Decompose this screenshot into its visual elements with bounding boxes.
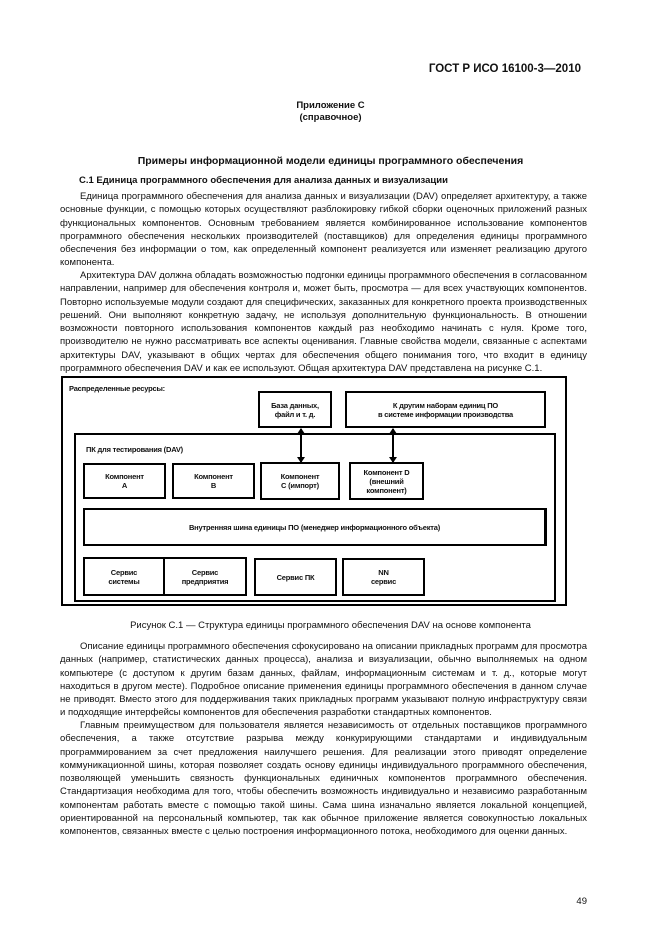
component-b-line1: Компонент (194, 472, 233, 481)
database-box (258, 391, 332, 428)
pc-service-box (254, 558, 337, 596)
internal-bus-label: Внутренняя шина единицы ПО (менеджер информационного объекта) (188, 522, 441, 532)
pc-service-line1: Сервис ПК (276, 572, 315, 582)
paragraph-2: Архитектура DAV должна обладать возможностью подгонки единицы программного обеспечения в согласованном направлении, например для обеспечения контроля и, может быть, просмотра — для всех участвующих компонентов. Повторно используемые модули создают для специфических, заказанных для конкретного проекта производственных решений. Они выполняют конкретную задачу, не используя дополнительную функциональность. В отношении возможности повторного использования компонентов каждый раз необходимо начинать с нуля. Кроме того, производителю не нужно рассматривать все аспекты оценивания. Главные свойства модели, связанные с аспектами архитектуры DAV, указывают в общих чертах для обеспечения общего понимания того, что входит в единицу программного обеспечения DAV и как ее используют. Общая архитектура DAV представлена на рисунке С.1. (60, 270, 587, 375)
component-d-line2: (внешний (369, 476, 404, 486)
other-sets-line2: в системе информации производства (377, 409, 513, 419)
appendix-title: Приложение С (296, 100, 365, 111)
test-pc-label: ПК для тестирования (DAV) (86, 445, 183, 454)
component-a-line2: A (121, 481, 128, 490)
component-d-line3: компонент) (366, 485, 407, 495)
database-line2: файл и т. д. (274, 409, 316, 419)
nn-service-box (342, 558, 425, 596)
paragraph-4: Главным преимуществом для пользователя является независимость от отдельных поставщиков программного обеспечения, а также отсутствие разрыва между конкурирующими стандартами и индивидуальным программированием за счет предложения наилучшего решения. Для реализации этого приводят определение коммуникационной шины, которая позволяет создать основу единицы индивидуального программного обеспечения, позволяющей уменьшить связность функциональных единичных компонентов программного обеспечения. Стандартизация необходима для того, чтобы обеспечить возможность индивидуально и независимо разработанным компонентам работать вместе с помощью такой шины. Сама шина изначально является локальной концепцией, ориентированной на персональный компьютер, так как обычное приложение является совокупностью локальных компонентов, связанных вместе с целью построения информационного потока, необходимого для оценки данных. (60, 720, 587, 838)
other-software-sets-box (345, 391, 546, 428)
component-c-line1: Компонент (280, 472, 320, 481)
paragraph-1: Единица программного обеспечения для анализа данных и визуализации (DAV) определяет архитектуру, а также основные функции, с помощью которых осуществляют разблокировку гибкой сборки оценочных приложений разных функциональных компонентов. Основным требованием является комбинированное использование компонентов программного обеспечения нескольких производителей (поставщиков) для определения единицы программного обеспечения без информации о том, как определенный компонент реализуется или изменяет реализацию другого компонента. (60, 191, 587, 269)
internal-bus-box (83, 508, 547, 546)
paragraph-3: Описание единицы программного обеспечения сфокусировано на описании прикладных программ для просмотра данных (например, статистических данных процесса), анализа и визуализации, обычно выполняемых на одном компьютере (с доступом к другим базам данных, файлам, информационным системам и т. д., которые могут находиться в другом месте). Подробное описание применения единицы программного обеспечения в данном случае не приводят. Вместо этого для поддерживания таких прикладных программ указывают полную инфраструктуру связи и подходящие интерфейсы компонентов для обеспечения разработки стандартных компонентов. (60, 641, 587, 719)
distributed-resources-label: Распределенные ресурсы: (69, 384, 165, 393)
enterprise-service-line1: Сервис (191, 567, 219, 577)
component-b-box (172, 463, 255, 499)
appendix-subtitle: (справочное) (299, 112, 362, 123)
nn-service-line2: сервис (370, 577, 397, 586)
bidirectional-arrow-icon (300, 429, 302, 462)
database-line1: База данных, (271, 400, 319, 410)
system-service-box (83, 557, 165, 596)
component-a-line1: Компонент (105, 472, 144, 481)
system-service-line1: Сервис (110, 567, 138, 577)
architecture-diagram (61, 376, 567, 606)
document-code: ГОСТ Р ИСО 16100-3—2010 (428, 63, 581, 75)
component-c-box (260, 462, 340, 500)
appendix-heading (0, 100, 661, 124)
other-sets-line1: К другим наборам единиц ПО (392, 400, 499, 410)
section-heading: С.1 Единица программного обеспечения для анализа данных и визуализации (79, 175, 448, 186)
bidirectional-arrow-icon (392, 429, 394, 462)
enterprise-service-line2: предприятия (181, 576, 229, 586)
figure-caption: Рисунок С.1 — Структура единицы программного обеспечения DAV на основе компонента (130, 620, 531, 631)
system-service-line2: системы (108, 576, 140, 586)
component-b-line2: B (210, 481, 217, 490)
component-a-box (83, 463, 166, 499)
component-d-box (349, 462, 424, 500)
component-c-line2: C (импорт) (281, 481, 319, 490)
nn-service-line1: NN (378, 568, 389, 577)
page-number: 49 (576, 896, 587, 907)
component-d-line1: Компонент D (363, 467, 410, 477)
enterprise-service-box (163, 557, 247, 596)
page-title: Примеры информационной модели единицы программного обеспечения (137, 155, 524, 167)
